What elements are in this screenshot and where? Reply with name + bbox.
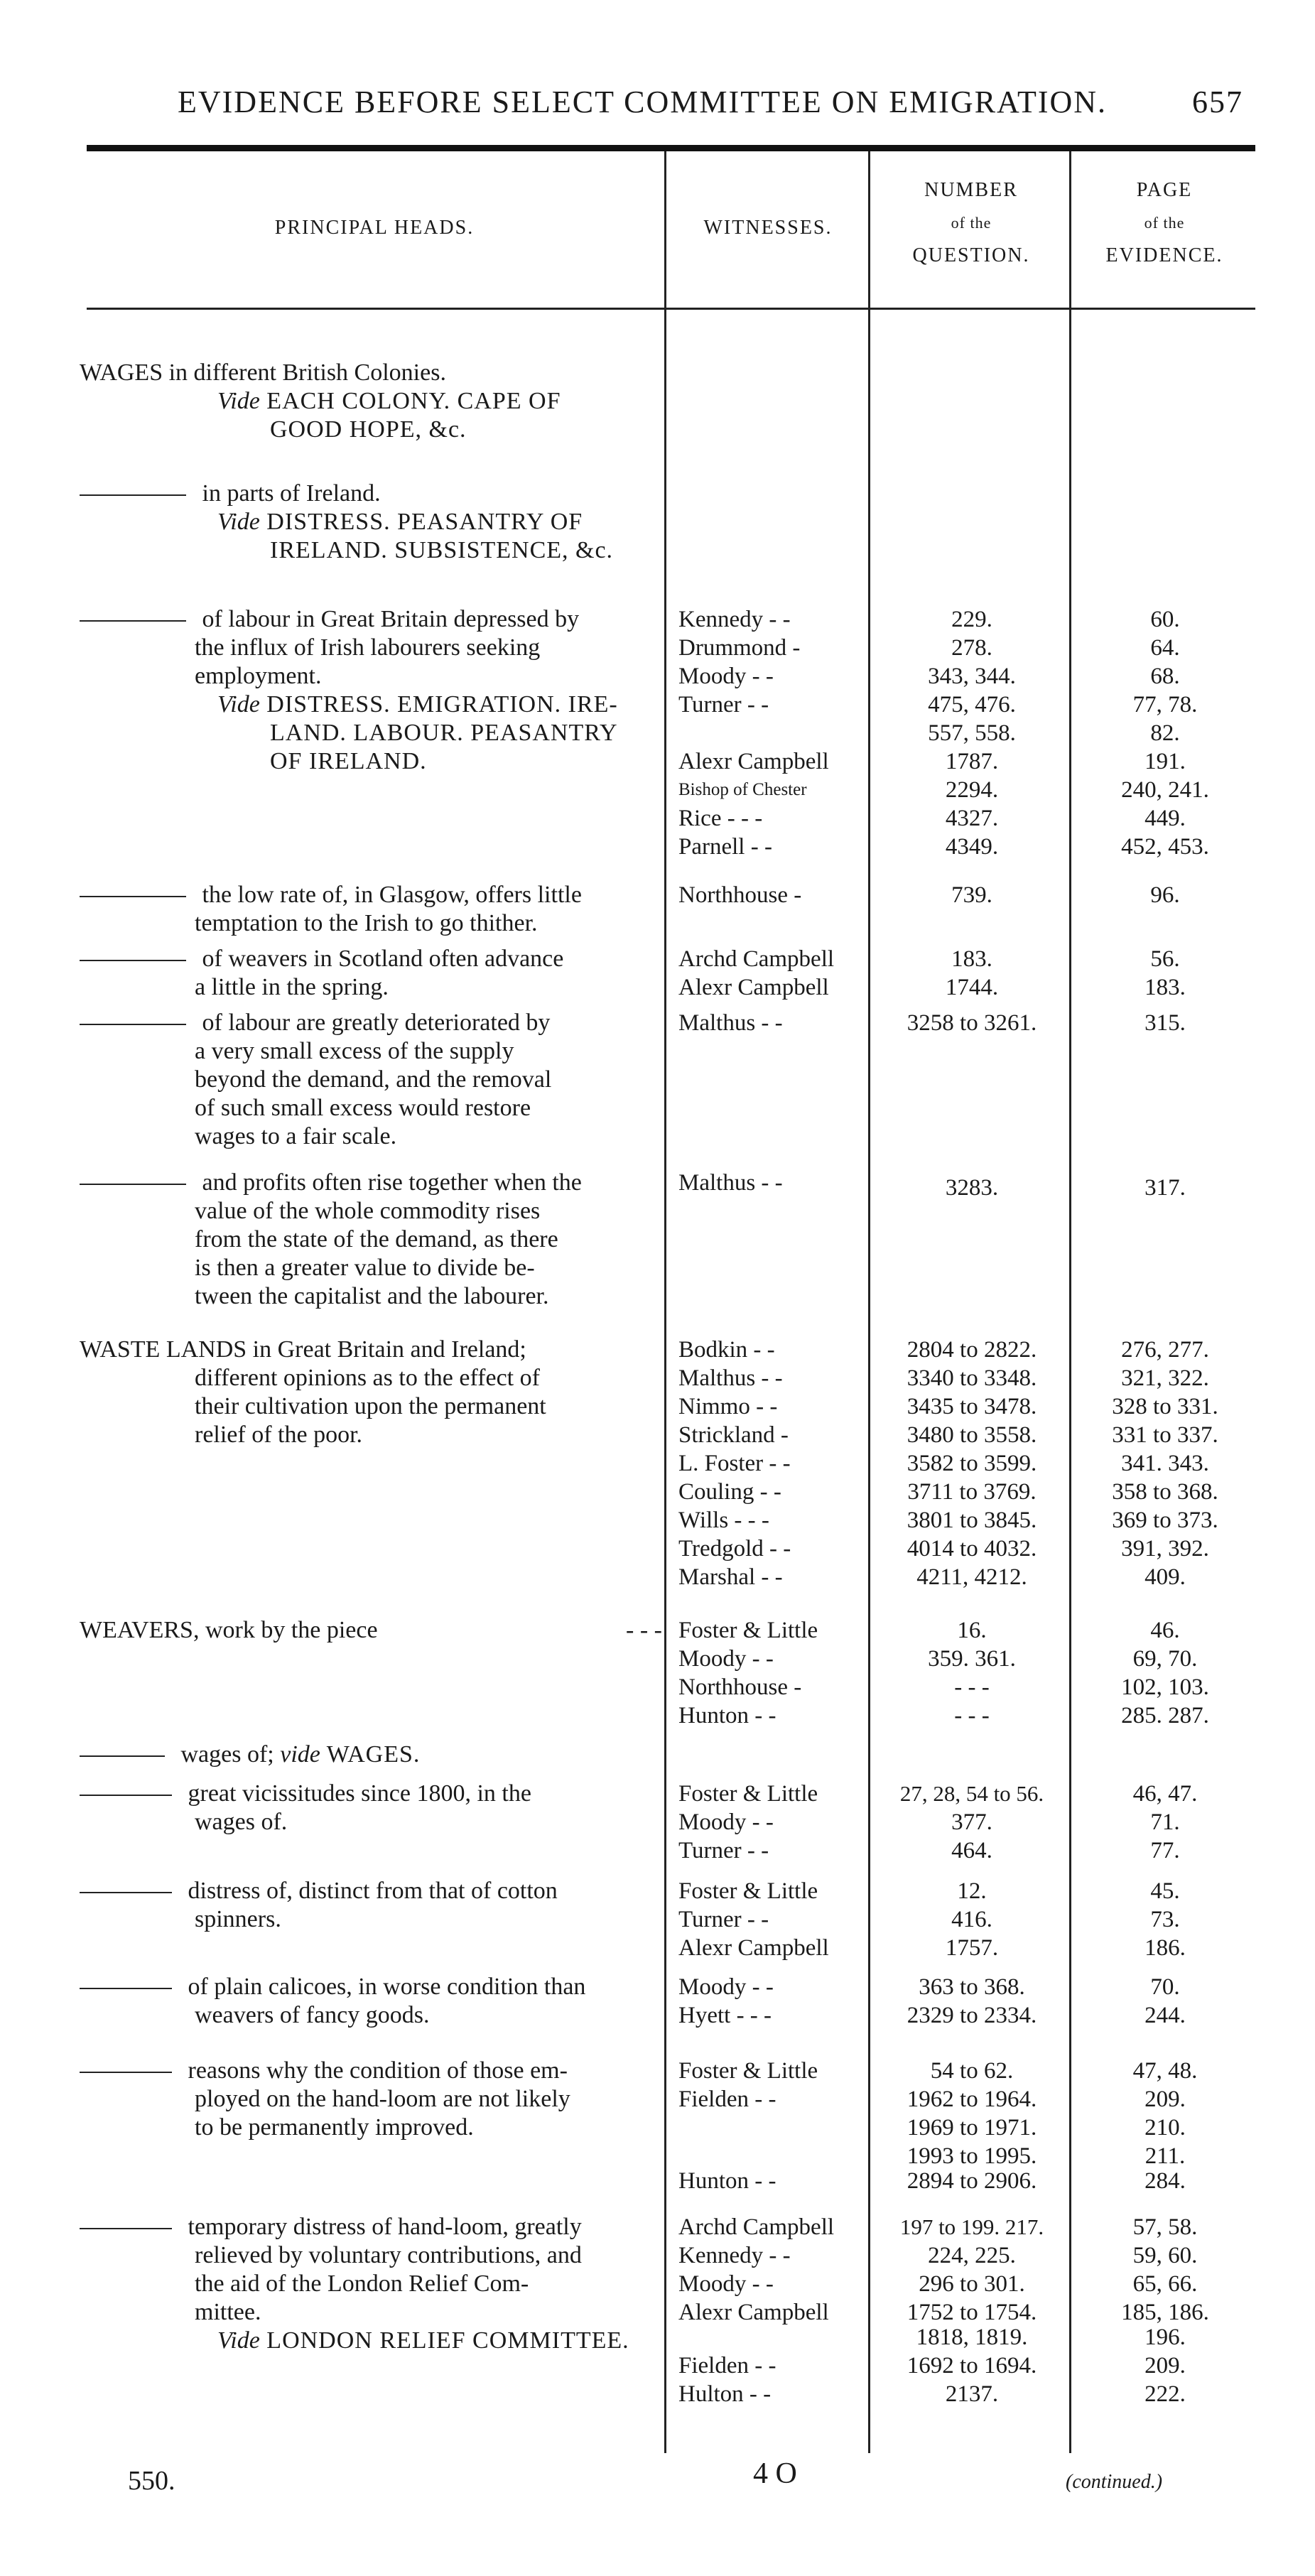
entry-line: and profits often rise together when the bbox=[196, 1169, 582, 1196]
entry-plain-calicoes bbox=[80, 1973, 662, 2030]
witness-name: Bishop of Chester bbox=[678, 780, 807, 799]
page-ref: 341. 343. bbox=[1121, 1451, 1209, 1476]
witness-name: Nimmo - - bbox=[678, 1394, 778, 1419]
witness-name: Fielden - - bbox=[678, 2087, 776, 2112]
question-number: 739. bbox=[951, 882, 992, 908]
page-ref: 59, 60. bbox=[1132, 2243, 1198, 2268]
entry-line: LAND. LABOUR. PEASANTRY bbox=[270, 720, 618, 746]
entry-line: OF IRELAND. bbox=[270, 748, 427, 774]
question-number: 1752 to 1754. bbox=[907, 2300, 1037, 2325]
page-ref: 65, 66. bbox=[1132, 2271, 1198, 2297]
witness-name: Foster & Little bbox=[678, 1781, 818, 1807]
witness-name: Alexr Campbell bbox=[678, 2300, 829, 2325]
question-number: 2804 to 2822. bbox=[907, 1337, 1037, 1363]
col-head-number-l3: QUESTION. bbox=[912, 244, 1030, 266]
footer-signature: 4 O bbox=[753, 2457, 797, 2490]
entry-line: WASTE LANDS in Great Britain and Ireland; bbox=[80, 1336, 526, 1363]
entry-line: relieved by voluntary contributions, and bbox=[195, 2242, 582, 2268]
page-ref: 77. bbox=[1150, 1838, 1180, 1863]
question-number: 4327. bbox=[945, 806, 999, 831]
entry-wages-ireland bbox=[80, 480, 662, 565]
witness-name: Archd Campbell bbox=[678, 946, 835, 972]
col-head-number-l2: of the bbox=[951, 214, 992, 232]
question-number: - - - bbox=[954, 1703, 990, 1728]
page-ref: 369 to 373. bbox=[1112, 1508, 1218, 1533]
entry-line: the aid of the London Relief Com- bbox=[195, 2271, 529, 2297]
page-ref: 73. bbox=[1150, 1907, 1180, 1932]
dash-rule bbox=[80, 494, 186, 496]
entry-labour-deteriorated bbox=[80, 1009, 662, 1151]
page-ref: 315. bbox=[1144, 1010, 1186, 1036]
entry-line: LONDON RELIEF COMMITTEE. bbox=[259, 2327, 629, 2354]
witness-name: Wills - - - bbox=[678, 1508, 769, 1533]
entry-line: wages of; bbox=[175, 1741, 274, 1768]
col-head-number bbox=[868, 174, 1074, 272]
entry-line: different opinions as to the effect of bbox=[195, 1365, 540, 1391]
entry-line: weavers of fancy goods. bbox=[195, 2002, 430, 2028]
question-number: 4014 to 4032. bbox=[907, 1536, 1037, 1562]
witness-name: Kennedy - - bbox=[678, 607, 791, 632]
dash-rule bbox=[80, 1795, 172, 1796]
entry-line: tween the capitalist and the labourer. bbox=[195, 1283, 549, 1309]
dash-rule bbox=[80, 1024, 186, 1025]
question-number: 1993 to 1995. bbox=[907, 2143, 1037, 2169]
page-ref: 196. bbox=[1144, 2325, 1186, 2350]
footer-continued: (continued.) bbox=[1066, 2471, 1163, 2493]
page-ref: 284. bbox=[1144, 2168, 1186, 2194]
dash-rule bbox=[80, 2228, 172, 2229]
page-ref: 60. bbox=[1150, 607, 1180, 632]
witness-name: Foster & Little bbox=[678, 1878, 818, 1904]
witness-name: Moody - - bbox=[678, 1646, 774, 1672]
question-number: 2137. bbox=[945, 2381, 999, 2407]
question-number: 416. bbox=[951, 1907, 992, 1932]
entry-labour-great-britain bbox=[80, 605, 662, 776]
witness-name: Turner - - bbox=[678, 692, 769, 718]
page-ref: 82. bbox=[1150, 720, 1180, 746]
page-header bbox=[178, 84, 1243, 120]
entry-line: from the state of the demand, as there bbox=[195, 1226, 558, 1252]
page-ref: 77, 78. bbox=[1132, 692, 1198, 718]
witness-name: Northhouse - bbox=[678, 1674, 802, 1700]
page-ref: 328 to 331. bbox=[1112, 1394, 1218, 1419]
page-ref: 186. bbox=[1144, 1935, 1186, 1961]
entry-distress-cotton bbox=[80, 1877, 662, 1934]
entry-line: ployed on the hand-loom are not likely bbox=[195, 2086, 570, 2112]
question-number: 16. bbox=[957, 1618, 987, 1643]
col-head-page-l3: EVIDENCE. bbox=[1105, 244, 1223, 266]
question-number: 2894 to 2906. bbox=[907, 2168, 1037, 2194]
page-ref: 57, 58. bbox=[1132, 2214, 1198, 2240]
page-ref: 102, 103. bbox=[1121, 1674, 1209, 1700]
entry-line: WEAVERS, work by the piece bbox=[80, 1617, 378, 1643]
entry-line: reasons why the condition of those em- bbox=[182, 2057, 568, 2084]
entry-waste-lands bbox=[80, 1336, 662, 1449]
witness-name: Kennedy - - bbox=[678, 2243, 791, 2268]
question-number: 2329 to 2334. bbox=[907, 2003, 1037, 2028]
entry-line: EACH COLONY. CAPE OF bbox=[259, 388, 561, 414]
question-number: 1962 to 1964. bbox=[907, 2087, 1037, 2112]
question-number: 1818, 1819. bbox=[916, 2325, 1028, 2350]
witness-name: Moody - - bbox=[678, 664, 774, 689]
page-ref: 47, 48. bbox=[1132, 2058, 1198, 2084]
page-number: 657 bbox=[1192, 85, 1243, 119]
page-title: EVIDENCE BEFORE SELECT COMMITTEE ON EMIGRATION. bbox=[178, 85, 1108, 119]
witness-name: Bodkin - - bbox=[678, 1337, 775, 1363]
witness-name: Drummond - bbox=[678, 635, 801, 661]
witness-name: Malthus - - bbox=[678, 1170, 783, 1196]
question-number: 3582 to 3599. bbox=[907, 1451, 1037, 1476]
entry-line: great vicissitudes since 1800, in the bbox=[182, 1780, 531, 1807]
page-ref: 244. bbox=[1144, 2003, 1186, 2028]
entry-line: the low rate of, in Glasgow, offers little bbox=[196, 882, 582, 908]
page-ref: 209. bbox=[1144, 2353, 1186, 2379]
page-ref: 358 to 368. bbox=[1112, 1479, 1218, 1505]
entry-line: wages of. bbox=[195, 1809, 288, 1835]
witness-name: Rice - - - bbox=[678, 806, 763, 831]
entry-line: their cultivation upon the permanent bbox=[195, 1393, 546, 1419]
witness-name: Moody - - bbox=[678, 2271, 774, 2297]
entry-line: in parts of Ireland. bbox=[196, 480, 381, 507]
page-ref: 285. 287. bbox=[1121, 1703, 1209, 1728]
footer-sheet-number: 550. bbox=[128, 2466, 175, 2496]
question-number: 363 to 368. bbox=[919, 1974, 1025, 2000]
question-number: 3340 to 3348. bbox=[907, 1365, 1037, 1391]
witness-name: Alexr Campbell bbox=[678, 975, 829, 1000]
question-number: 1969 to 1971. bbox=[907, 2115, 1037, 2141]
page-ref: 185, 186. bbox=[1121, 2300, 1209, 2325]
question-number: 197 to 199. 217. bbox=[899, 2214, 1044, 2239]
divider-number bbox=[868, 151, 870, 2453]
question-number: 229. bbox=[951, 607, 992, 632]
page-ref: 56. bbox=[1150, 946, 1180, 972]
entry-vicissitudes bbox=[80, 1780, 662, 1836]
entry-line: distress of, distinct from that of cotton bbox=[182, 1878, 558, 1904]
dash-rule bbox=[80, 620, 186, 622]
question-number: 3258 to 3261. bbox=[907, 1010, 1037, 1036]
col-head-witnesses: WITNESSES. bbox=[703, 217, 833, 239]
question-number: 3801 to 3845. bbox=[907, 1508, 1037, 1533]
entry-temporary-distress bbox=[80, 2213, 662, 2355]
question-number: 377. bbox=[951, 1809, 992, 1835]
leader-dots: - - - bbox=[626, 1617, 662, 1643]
entry-line: wages to a fair scale. bbox=[195, 1123, 397, 1149]
entry-line: a very small excess of the supply bbox=[195, 1038, 514, 1064]
vide-label: Vide bbox=[217, 509, 260, 535]
page-ref: 46, 47. bbox=[1132, 1781, 1198, 1807]
question-number: 464. bbox=[951, 1838, 992, 1863]
witness-name: Hunton - - bbox=[678, 1703, 776, 1728]
page-ref: 70. bbox=[1150, 1974, 1180, 2000]
entry-line: employment. bbox=[195, 663, 322, 689]
page-ref: 321, 322. bbox=[1121, 1365, 1209, 1391]
page-ref: 191. bbox=[1144, 749, 1186, 774]
witness-name: Malthus - - bbox=[678, 1365, 783, 1391]
col-head-number-l1: NUMBER bbox=[924, 179, 1018, 201]
page-ref: 183. bbox=[1144, 975, 1186, 1000]
witness-name: Hulton - - bbox=[678, 2381, 772, 2407]
entry-line: mittee. bbox=[195, 2299, 261, 2325]
vide-label: Vide bbox=[217, 2327, 260, 2354]
col-head-page bbox=[1071, 174, 1257, 272]
witness-name: Moody - - bbox=[678, 1809, 774, 1835]
question-number: 54 to 62. bbox=[930, 2058, 1014, 2084]
question-number: 3480 to 3558. bbox=[907, 1422, 1037, 1448]
page-ref: 45. bbox=[1150, 1878, 1180, 1904]
page-ref: 211. bbox=[1144, 2143, 1186, 2169]
col-head-page-l1: PAGE bbox=[1136, 179, 1193, 201]
page-ref: 64. bbox=[1150, 635, 1180, 661]
witness-name: Hyett - - - bbox=[678, 2003, 772, 2028]
witness-name: Couling - - bbox=[678, 1479, 781, 1505]
column-head-rule bbox=[87, 308, 1255, 310]
dash-rule bbox=[80, 1892, 172, 1893]
entry-line: spinners. bbox=[195, 1906, 281, 1932]
entry-line: beyond the demand, and the removal bbox=[195, 1066, 552, 1093]
witness-name: Fielden - - bbox=[678, 2353, 776, 2379]
entry-line: is then a greater value to divide be- bbox=[195, 1255, 535, 1281]
page-ref: 449. bbox=[1144, 806, 1186, 831]
entry-weavers-piece bbox=[80, 1616, 662, 1645]
entry-line: to be permanently improved. bbox=[195, 2114, 474, 2141]
vide-label: Vide bbox=[217, 691, 260, 718]
entry-line: GOOD HOPE, &c. bbox=[270, 416, 467, 443]
page-ref: 409. bbox=[1144, 1564, 1186, 1590]
witness-name: Alexr Campbell bbox=[678, 1935, 829, 1961]
witness-name: Turner - - bbox=[678, 1838, 769, 1863]
question-number: 2294. bbox=[945, 777, 999, 803]
question-number: 4211, 4212. bbox=[916, 1564, 1027, 1590]
page-ref: 331 to 337. bbox=[1112, 1422, 1218, 1448]
dash-rule bbox=[80, 1755, 165, 1757]
entry-line: DISTRESS. PEASANTRY OF bbox=[259, 509, 583, 535]
question-number: 12. bbox=[957, 1878, 987, 1904]
page-ref: 210. bbox=[1144, 2115, 1186, 2141]
question-number: 296 to 301. bbox=[919, 2271, 1025, 2297]
page-ref: 317. bbox=[1144, 1175, 1186, 1201]
entry-line: IRELAND. SUBSISTENCE, &c. bbox=[270, 537, 614, 563]
witness-name: Foster & Little bbox=[678, 1618, 818, 1643]
entry-line: temptation to the Irish to go thither. bbox=[195, 910, 538, 936]
divider-witnesses bbox=[664, 151, 666, 2453]
page-ref: 46. bbox=[1150, 1618, 1180, 1643]
question-number: 1692 to 1694. bbox=[907, 2353, 1037, 2379]
question-number: 3283. bbox=[945, 1175, 999, 1201]
question-number: 359. 361. bbox=[928, 1646, 1016, 1672]
page-ref: 391, 392. bbox=[1121, 1536, 1209, 1562]
question-number: - - - bbox=[954, 1674, 990, 1700]
question-number: 3711 to 3769. bbox=[907, 1479, 1037, 1505]
dash-rule bbox=[80, 1184, 186, 1185]
entry-line: the influx of Irish labourers seeking bbox=[195, 634, 541, 661]
question-number: 3435 to 3478. bbox=[907, 1394, 1037, 1419]
entry-line: DISTRESS. EMIGRATION. IRE- bbox=[259, 691, 618, 718]
entry-line: of plain calicoes, in worse condition than bbox=[182, 1974, 586, 2000]
witness-name: Malthus - - bbox=[678, 1010, 783, 1036]
dash-rule bbox=[80, 960, 186, 961]
witness-name: Strickland - bbox=[678, 1422, 789, 1448]
question-number: 224, 225. bbox=[928, 2243, 1016, 2268]
entry-weavers-wages bbox=[80, 1741, 662, 1769]
divider-page bbox=[1069, 151, 1071, 2453]
entry-profits bbox=[80, 1169, 662, 1311]
entry-line: of labour in Great Britain depressed by bbox=[196, 606, 580, 632]
witness-name: Tredgold - - bbox=[678, 1536, 791, 1562]
question-number: 1757. bbox=[945, 1935, 999, 1961]
entry-line: WAGES in different British Colonies. bbox=[80, 359, 446, 386]
witness-name: Foster & Little bbox=[678, 2058, 818, 2084]
witness-name: Marshal - - bbox=[678, 1564, 783, 1590]
witness-name: Northhouse - bbox=[678, 882, 802, 908]
dash-rule bbox=[80, 896, 186, 897]
witness-name: Archd Campbell bbox=[678, 2214, 835, 2240]
col-head-page-l2: of the bbox=[1144, 214, 1185, 232]
page-ref: 209. bbox=[1144, 2087, 1186, 2112]
witness-name: Moody - - bbox=[678, 1974, 774, 2000]
entry-line: temporary distress of hand-loom, greatly bbox=[182, 2214, 582, 2240]
witness-name: Hunton - - bbox=[678, 2168, 776, 2194]
page-ref: 69, 70. bbox=[1132, 1646, 1198, 1672]
page-ref: 452, 453. bbox=[1121, 834, 1209, 860]
entry-glasgow bbox=[80, 881, 662, 938]
question-number: 4349. bbox=[945, 834, 999, 860]
page-ref: 240, 241. bbox=[1121, 777, 1209, 803]
entry-line: value of the whole commodity rises bbox=[195, 1198, 541, 1224]
entry-line: relief of the poor. bbox=[195, 1422, 363, 1448]
question-number: 343, 344. bbox=[928, 664, 1016, 689]
entry-weavers-scotland bbox=[80, 945, 662, 1002]
dash-rule bbox=[80, 2072, 172, 2073]
vide-label: vide bbox=[274, 1741, 320, 1768]
witness-name: Parnell - - bbox=[678, 834, 772, 860]
witness-name: Alexr Campbell bbox=[678, 749, 829, 774]
entry-line: of labour are greatly deteriorated by bbox=[196, 1010, 551, 1036]
vide-label: Vide bbox=[217, 388, 260, 414]
entry-line: WAGES. bbox=[320, 1741, 421, 1768]
entry-wages-colonies bbox=[80, 359, 662, 444]
page-ref: 276, 277. bbox=[1121, 1337, 1209, 1363]
page-ref: 68. bbox=[1150, 664, 1180, 689]
question-number: 475, 476. bbox=[928, 692, 1016, 718]
col-head-principal: PRINCIPAL HEADS. bbox=[274, 217, 475, 239]
page-ref: 222. bbox=[1144, 2381, 1186, 2407]
entry-line: of weavers in Scotland often advance bbox=[196, 946, 564, 972]
page-ref: 96. bbox=[1150, 882, 1180, 908]
question-number: 183. bbox=[951, 946, 992, 972]
question-number: 557, 558. bbox=[928, 720, 1016, 746]
question-number: 27, 28, 54 to 56. bbox=[899, 1781, 1044, 1806]
header-rule bbox=[87, 145, 1255, 151]
page-ref: 71. bbox=[1150, 1809, 1180, 1835]
question-number: 1744. bbox=[945, 975, 999, 1000]
entry-line: of such small excess would restore bbox=[195, 1095, 531, 1121]
question-number: 278. bbox=[951, 635, 992, 661]
question-number: 1787. bbox=[945, 749, 999, 774]
entry-line: a little in the spring. bbox=[195, 974, 389, 1000]
witness-name: Turner - - bbox=[678, 1907, 769, 1932]
witness-name: L. Foster - - bbox=[678, 1451, 791, 1476]
dash-rule bbox=[80, 1988, 172, 1989]
entry-hand-loom-reasons bbox=[80, 2057, 662, 2142]
